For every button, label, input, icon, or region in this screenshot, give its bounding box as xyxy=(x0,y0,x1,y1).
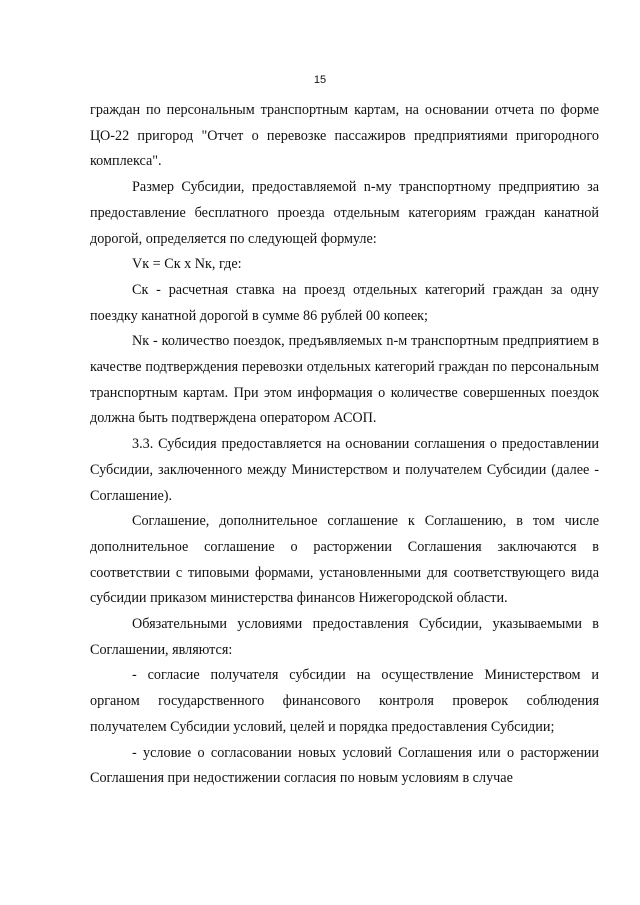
paragraph-new-terms-condition: - условие о согласовании новых условий Соглашения или о расторжении Соглашения при недостижении согласия по новым условиям в случае xyxy=(90,744,599,787)
paragraph-subsidy-size: Размер Субсидии, предоставляемой n-му транспортному предприятию за предоставление бесплатного проезда отдельным категориям граждан канатной дорогой, определяется по следующей формуле: xyxy=(90,179,599,247)
paragraph-rate-definition: Ск - расчетная ставка на проезд отдельных категорий граждан за одну поездку канатной дорогой в сумме 86 рублей 00 копеек; xyxy=(90,281,599,324)
paragraph-trips-definition: Nк - количество поездок, предъявляемых n-м транспортным предприятием в качестве подтверждения перевозки отдельных категорий граждан по персональным транспортным картам. При этом информация о количестве совершенных поездок должна быть подтверждена оператором АСОП. xyxy=(90,333,599,427)
paragraph-agreement-forms: Соглашение, дополнительное соглашение к Соглашению, в том числе дополнительное соглашение о расторжении Соглашения заключаются в соответствии с типовыми формами, установленными для соответствующего вида субсидии приказом министерства финансов Нижегородской области. xyxy=(90,513,599,607)
page-number: 15 xyxy=(313,74,327,86)
paragraph-consent-condition: - согласие получателя субсидии на осуществление Министерством и органом государственного финансового контроля проверок соблюдения получателем Субсидии условий, целей и порядка предоставления Субсидии; xyxy=(90,667,599,735)
paragraph-continuation: граждан по персональным транспортным картам, на основании отчета по форме ЦО-22 пригород "Отчет о перевозке пассажиров предприятиями пригородного комплекса". xyxy=(90,102,599,170)
document-body xyxy=(90,98,599,792)
paragraph-mandatory-conditions: Обязательными условиями предоставления Субсидии, указываемыми в Соглашении, являются: xyxy=(90,616,599,658)
paragraph-formula: Vк = Ск x Nк, где: xyxy=(132,256,242,273)
paragraph-section-3-3: 3.3. Субсидия предоставляется на основании соглашения о предоставлении Субсидии, заключенного между Министерством и получателем Субсидии (далее - Соглашение). xyxy=(90,436,599,504)
